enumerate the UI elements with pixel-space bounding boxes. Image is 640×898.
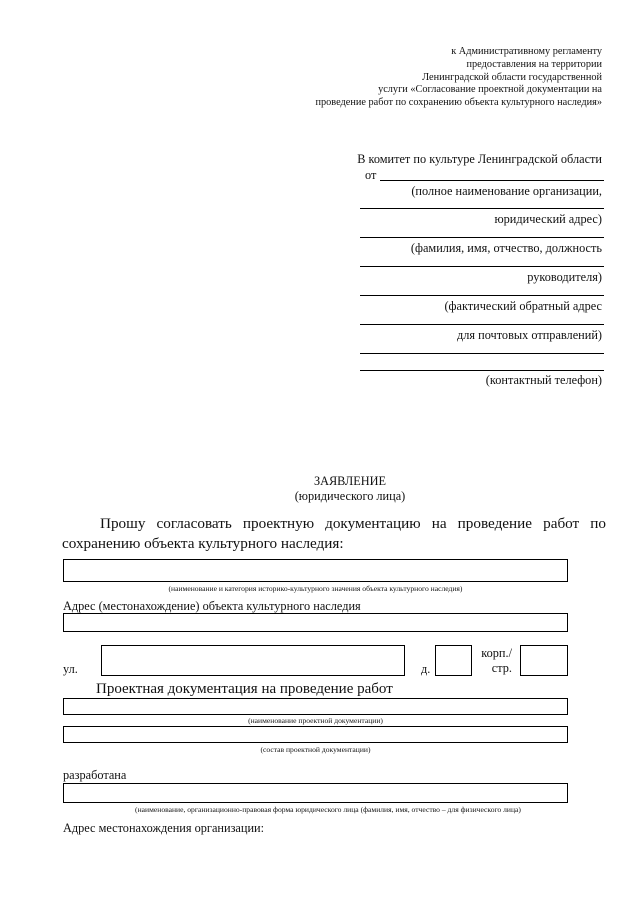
- header-line: к Административному регламенту: [451, 46, 602, 57]
- header-line: Ленинградской области государственной: [422, 71, 602, 83]
- object-address-field[interactable]: [63, 613, 568, 632]
- project-composition-caption: (состав проектной документации): [260, 745, 371, 754]
- hint-org-name: (полное наименование организации,: [411, 184, 602, 198]
- full-name-line[interactable]: [360, 266, 604, 267]
- developer-caption: (наименование, организационно-правовая форма юридического лица (фамилия, имя, отчество – для физического лица): [135, 805, 521, 814]
- header-line: проведение работ по сохранению объекта культурного наследия»: [315, 97, 602, 109]
- phone-line[interactable]: [360, 370, 604, 371]
- house-field[interactable]: [435, 645, 472, 676]
- from-line[interactable]: [380, 180, 604, 181]
- building-label-line-1: корп./: [481, 646, 512, 660]
- document-subtitle: (юридического лица): [294, 489, 406, 503]
- org-address-label: Адрес местонахождения организации:: [63, 821, 265, 835]
- postal-line[interactable]: [360, 353, 604, 354]
- building-field[interactable]: [520, 645, 568, 676]
- legal-address-line[interactable]: [360, 237, 604, 238]
- project-name-caption: (наименование проектной документации): [248, 716, 383, 725]
- org-name-line[interactable]: [360, 208, 604, 209]
- request-line-1: Прошу согласовать проектную документацию на проведение работ по: [100, 515, 606, 532]
- developed-label: разработана: [63, 768, 127, 782]
- street-label: ул.: [63, 662, 78, 676]
- hint-return-address: (фактический обратный адрес: [444, 299, 602, 313]
- hint-phone: (контактный телефон): [485, 373, 602, 387]
- object-name-field[interactable]: [63, 559, 568, 582]
- project-composition-field[interactable]: [63, 726, 568, 743]
- building-label-line-2: стр.: [491, 661, 512, 675]
- building-label: [480, 646, 512, 676]
- hint-full-name: (фамилия, имя, отчество, должность: [410, 241, 602, 255]
- house-label: д.: [421, 662, 431, 676]
- project-name-field[interactable]: [63, 698, 568, 715]
- hint-postal: для почтовых отправлений): [457, 328, 602, 342]
- hint-legal-address: юридический адрес): [494, 212, 602, 226]
- request-paragraph: [62, 514, 606, 554]
- regulation-header: [272, 46, 602, 110]
- street-field[interactable]: [101, 645, 405, 676]
- project-label: Проектная документация на проведение работ: [96, 681, 393, 697]
- document-title: ЗАЯВЛЕНИЕ: [313, 474, 387, 488]
- header-line: предоставления на территории: [466, 58, 602, 70]
- addressee-to: В комитет по культуре Ленинградской области: [357, 152, 602, 166]
- object-address-label: Адрес (местонахождение) объекта культурного наследия: [63, 599, 361, 613]
- hint-head: руководителя): [527, 270, 602, 284]
- developer-field[interactable]: [63, 783, 568, 803]
- header-line: услуги «Согласование проектной документации на: [378, 84, 602, 96]
- return-address-line[interactable]: [360, 324, 604, 325]
- head-line[interactable]: [360, 295, 604, 296]
- request-line-2: сохранению объекта культурного наследия:: [62, 535, 344, 552]
- object-name-caption: (наименование и категория историко-культурного значения объекта культурного наследия): [168, 584, 463, 593]
- addressee-from-label: от: [365, 168, 377, 182]
